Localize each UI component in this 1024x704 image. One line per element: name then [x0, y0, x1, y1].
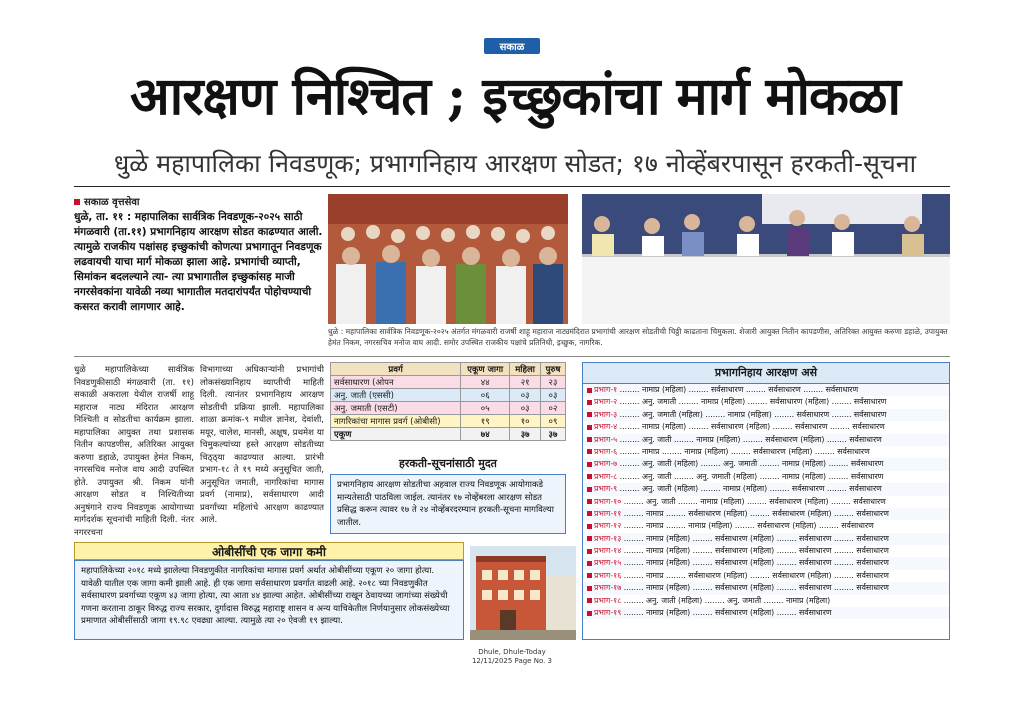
ward-seats: नामाप्र (महिला) ........ सर्वसाधारण (महिला) ........ सर्वसाधारण ........ सर्वसाधारण [646, 558, 889, 568]
bullet-square-icon [587, 536, 592, 541]
ward-seats: नामाप्र (महिला) ........ सर्वसाधारण (महिला) ........ सर्वसाधारण ........ सर्वसाधारण [642, 422, 885, 432]
ward-row: प्रभाग-१३ ........ नामाप्र (महिला) ........ सर्वसाधारण (महिला) ........ सर्वसाधारण ........ सर्वसाधारण [583, 533, 949, 545]
table-total-row [331, 428, 566, 441]
cell-men: ०२ [540, 402, 565, 415]
ward-row: प्रभाग-४ ........ नामाप्र (महिला) ........ सर्वसाधारण (महिला) ........ सर्वसाधारण ........ सर्वसाधारण [583, 421, 949, 433]
objections-box [330, 474, 566, 534]
obc-box [74, 560, 464, 640]
divider [74, 186, 950, 187]
cell-total: १९ [461, 415, 510, 428]
cell-category: एकूण [331, 428, 461, 441]
divider [74, 356, 950, 357]
ward-number: प्रभाग-२ [594, 397, 618, 407]
ward-seats: नामाप्र ........ सर्वसाधारण (महिला) ........ सर्वसाधारण (महिला) ........ सर्वसाधारण [646, 508, 889, 518]
table-header-row [331, 363, 566, 376]
ward-number: प्रभाग-१ [594, 385, 618, 394]
stage-photo [582, 194, 950, 324]
header-total: एकूण जागा [461, 363, 510, 376]
cell-women: २१ [510, 376, 541, 389]
audience-photo [328, 194, 568, 324]
ward-number: प्रभाग-५ [594, 434, 618, 444]
header-men: पुरुष [540, 363, 565, 376]
bullet-square-icon [587, 549, 592, 554]
ward-row: प्रभाग-१५ ........ नामाप्र (महिला) ........ सर्वसाधारण (महिला) ........ सर्वसाधारण ........ सर्वसाधारण [583, 557, 949, 569]
bullet-square-icon [587, 586, 592, 591]
body-column-1: धुळे महापालिकेच्या सार्वत्रिक निवडणुकीसाठी मंगळवारी (ता. ११) सकाळी अकराला येथील राजर्षी शाहू महाराज नाट्य मंदिरात आरक्षण निश्चिती व सोडतीचा कार्यक्रम झाला. महापालिका आयुक्त तथा प्रशासक नितीन कापडणीस, अतिरिक्त आयुक्त करुणा डहाळे, उपायुक्त हेमंत निकम, नगरसचिव मनोज वाघ आदी उपस्थित होते. उपायुक्त श्री. निकम यांनी आरक्षण सोडत व निश्चितीच्या अनुषंगाने राज्य निवडणूक आयोगाच्या मार्गदर्शक सूचनांची माहिती दिली. नंतर नगररचना [74, 365, 194, 538]
ward-row: प्रभाग-५ ........ अनु. जाती ........ नामाप्र (महिला) ........ सर्वसाधारण (महिला) ........ सर्वसाधारण [583, 434, 949, 446]
ward-number: प्रभाग-१७ [594, 583, 622, 593]
cell-women: ०३ [510, 402, 541, 415]
ward-number: प्रभाग-८ [594, 471, 618, 481]
cell-category: नागरिकांचा मागास प्रवर्ग (ओबीसी) [331, 415, 461, 428]
lead-paragraph: धुळे, ता. ११ : महापालिका सार्वत्रिक निवडणूक-२०२५ साठी मंगळवारी (ता.११) प्रभागनिहाय आरक्षण सोडत काढण्यात आली. त्यामुळे राजकीय पक्षांसह इच्छुकांची कोणत्या प्रभागातून निवडणूक लढवायची याचा मार्ग मोकळा झाला आहे. प्रभागांची व्याप्ती, सिमांकन बदलल्याने त्या- त्या प्रभागातील इच्छुकांसह माजी नगरसेवकांना यावेळी नव्या भागातील मतदारांपर्यंत पोहोचण्याची कसरत करावी लागणार आहे. [74, 211, 323, 313]
bullet-square-icon [587, 487, 592, 492]
ward-number: प्रभाग-१० [594, 496, 622, 506]
bullet-square-icon [587, 425, 592, 430]
ward-number: प्रभाग-१६ [594, 570, 622, 580]
cell-category: अनु. जमाती (एसटी) [331, 402, 461, 415]
ward-list [583, 384, 949, 619]
ward-number: प्रभाग-१४ [594, 546, 622, 556]
cell-category: अनु. जाती (एससी) [331, 389, 461, 402]
footer-date-page: 12/11/2025 Page No. 3 [471, 657, 553, 665]
sakal-logo [484, 38, 540, 54]
footer-edition: Dhule, Dhule-Today [478, 648, 546, 656]
bullet-square-icon [587, 524, 592, 529]
reservation-summary-table [330, 362, 566, 441]
bullet-square-icon [587, 598, 592, 603]
obc-box-title: ओबीसींची एक जागा कमी [74, 542, 464, 560]
ward-number: प्रभाग-१८ [594, 595, 622, 605]
ward-number: प्रभाग-७ [594, 459, 618, 469]
cell-women: ३७ [510, 428, 541, 441]
bullet-square-icon [587, 474, 592, 479]
ward-row: प्रभाग-१७ ........ नामाप्र (महिला) ........ सर्वसाधारण (महिला) ........ सर्वसाधारण ........ सर्वसाधारण [583, 582, 949, 594]
ward-seats: अनु. जमाती (महिला) ........ नामाप्र (महिला) ........ सर्वसाधारण ........ सर्वसाधारण [642, 409, 887, 419]
cell-men: ३७ [540, 428, 565, 441]
ward-row: प्रभाग-१० ........ अनु. जाती ........ नामाप्र (महिला) ........ सर्वसाधारण (महिला) ........ सर्वसाधारण [583, 496, 949, 508]
photo-caption: धुळे : महापालिका सार्वत्रिक निवडणूक-२०२५ अंतर्गत मंगळवारी राजर्षी शाहू महाराज नाट्यमंदिरात प्रभागांची आरक्षण सोडतीची चिठ्ठी काढताना चिमुकला. शेजारी आयुक्त नितीन कापडणीस, अतिरिक्त आयुक्त करुणा डहाळे, उपायुक्त हेमंत निकम, नगरसचिव मनोज वाघ आदी. समोर उपस्थित राजकीय पक्षांचे प्रतिनिधी, इच्छुक, नागरिक. [328, 327, 948, 347]
ward-number: प्रभाग-१३ [594, 533, 622, 543]
bullet-square-icon [587, 611, 592, 616]
ward-row: प्रभाग-१९ ........ नामाप्र (महिला) ........ सर्वसाधारण (महिला) ........ सर्वसाधारण [583, 607, 949, 619]
ward-seats: नामाप्र (महिला) ........ सर्वसाधारण ........ सर्वसाधारण ........ सर्वसाधारण [642, 385, 859, 394]
ward-number: प्रभाग-३ [594, 409, 618, 419]
ward-seats: नामाप्र (महिला) ........ सर्वसाधारण (महिला) ........ सर्वसाधारण ........ सर्वसाधारण [646, 533, 889, 543]
table-row [331, 415, 566, 428]
bullet-square-icon [587, 511, 592, 516]
bullet-square-icon [587, 437, 592, 442]
page-footer [440, 648, 584, 666]
ward-seats: अनु. जाती (महिला) ........ अनु. जमाती ........ नामाप्र (महिला) [646, 595, 831, 605]
ward-seats: नामाप्र ........ सर्वसाधारण (महिला) ........ सर्वसाधारण (महिला) ........ सर्वसाधारण [646, 570, 889, 580]
cell-women: १० [510, 415, 541, 428]
headline: आरक्षण निश्चित ; इच्छुकांचा मार्ग मोकळा [130, 66, 900, 127]
building-photo [470, 546, 576, 640]
header-category: प्रवर्ग [331, 363, 461, 376]
ward-row: प्रभाग-११ ........ नामाप्र ........ सर्वसाधारण (महिला) ........ सर्वसाधारण (महिला) ........ सर्वसाधारण [583, 508, 949, 520]
ward-seats: नामाप्र (महिला) ........ सर्वसाधारण (महिला) ........ सर्वसाधारण ........ सर्वसाधारण [646, 546, 889, 556]
ward-number: प्रभाग-११ [594, 508, 622, 518]
ward-number: प्रभाग-९ [594, 484, 618, 494]
ward-number: प्रभाग-१५ [594, 558, 622, 568]
bullet-square-icon [587, 561, 592, 566]
logo-text: सकाळ [499, 42, 525, 53]
ward-seats: अनु. जाती ........ नामाप्र (महिला) ........ सर्वसाधारण (महिला) ........ सर्वसाधारण [642, 434, 882, 444]
objections-title: हरकती-सूचनांसाठी मुदत [399, 457, 497, 470]
ward-row: प्रभाग-२ ........ अनु. जमाती ........ नामाप्र (महिला) ........ सर्वसाधारण (महिला) ........ सर्वसाधारण [583, 396, 949, 408]
bullet-square-icon [587, 573, 592, 578]
ward-row: प्रभाग-१ ........ नामाप्र (महिला) ........ सर्वसाधारण ........ सर्वसाधारण ........ सर्वसाधारण [583, 384, 949, 396]
ward-seats: अनु. जमाती ........ नामाप्र (महिला) ........ सर्वसाधारण (महिला) ........ सर्वसाधारण [642, 397, 887, 407]
ward-seats: नामाप्र ........ नामाप्र (महिला) ........ सर्वसाधारण (महिला) ........ सर्वसाधारण [646, 521, 874, 531]
cell-total: ४४ [461, 376, 510, 389]
ward-row: प्रभाग-७ ........ अनु. जाती (महिला) ........ अनु. जमाती ........ नामाप्र (महिला) ........ सर्वसाधारण [583, 458, 949, 470]
byline: सकाळ वृत्तसेवा [74, 194, 140, 208]
cell-men: ०९ [540, 415, 565, 428]
ward-row: प्रभाग-३ ........ अनु. जमाती (महिला) ........ नामाप्र (महिला) ........ सर्वसाधारण ........ सर्वसाधारण [583, 409, 949, 421]
header-women: महिला [510, 363, 541, 376]
ward-row: प्रभाग-१४ ........ नामाप्र (महिला) ........ सर्वसाधारण (महिला) ........ सर्वसाधारण ........ सर्वसाधारण [583, 545, 949, 557]
bullet-square-icon [587, 499, 592, 504]
body-column-2: विभागाच्या अधिकाऱ्यांनी प्रभागांची लोकसंख्यानिहाय व्याप्तीची माहिती दिली. त्यानंतर प्रभागनिहाय आरक्षण सोडतीची प्रक्रिया झाली. महापालिका शाळा क्रमांक-९ मधील ज्ञानेश, देवांशी, मयूर, चालेश, मानसी, अक्षूष, प्रथमेश या चिमुकल्यांच्या हस्ते आरक्षण सोडतीच्या चिठ्ठ्या काढण्यात आल्या. प्रारंभी प्रभाग-१८ ते १९ मध्ये अनुसूचित जाती, अनुसूचित जमाती, नागरिकांचा मागास प्रवर्ग (नामाप्र), सर्वसाधारण आदी प्रवर्गांच्या महिलांचे आरक्षण काढण्यात आले. [200, 365, 324, 525]
ward-reservation-box [582, 362, 950, 640]
cell-total: ०५ [461, 402, 510, 415]
ward-number: प्रभाग-६ [594, 446, 618, 456]
table-row [331, 402, 566, 415]
bullet-square-icon [587, 462, 592, 467]
bullet-square-icon [587, 449, 592, 454]
ward-row: प्रभाग-८ ........ अनु. जाती ........ अनु. जमाती (महिला) ........ नामाप्र (महिला) ........ सर्वसाधारण [583, 471, 949, 483]
ward-number: प्रभाग-१२ [594, 521, 622, 531]
ward-seats: नामाप्र (महिला) ........ सर्वसाधारण (महिला) ........ सर्वसाधारण ........ सर्वसाधारण [646, 583, 889, 593]
cell-women: ०३ [510, 389, 541, 402]
ward-row: प्रभाग-१६ ........ नामाप्र ........ सर्वसाधारण (महिला) ........ सर्वसाधारण (महिला) ........ सर्वसाधारण [583, 570, 949, 582]
cell-men: २३ [540, 376, 565, 389]
ward-row: प्रभाग-६ ........ नामाप्र ........ नामाप्र (महिला) ........ सर्वसाधारण (महिला) ........ सर्वसाधारण [583, 446, 949, 458]
ward-seats: अनु. जाती ........ अनु. जमाती (महिला) ........ नामाप्र (महिला) ........ सर्वसाधारण [642, 471, 884, 481]
bullet-square-icon [587, 412, 592, 417]
ward-seats: नामाप्र ........ नामाप्र (महिला) ........ सर्वसाधारण (महिला) ........ सर्वसाधारण [642, 446, 870, 456]
bullet-square-icon [587, 388, 592, 393]
ward-row: प्रभाग-१२ ........ नामाप्र ........ नामाप्र (महिला) ........ सर्वसाधारण (महिला) ........ सर्वसाधारण [583, 520, 949, 532]
ward-seats: नामाप्र (महिला) ........ सर्वसाधारण (महिला) ........ सर्वसाधारण [646, 608, 832, 618]
objections-text: प्रभागनिहाय आरक्षण सोडतीचा अहवाल राज्य निवडणूक आयोगाकडे मान्यतेसाठी पाठविला जाईल. त्यानंतर १७ नोव्हेंबरला आरक्षण सोडत प्रसिद्ध करून त्यावर १७ ते २४ नोव्हेंबरदरम्यान हरकती-सूचना मागविल्या जातील. [337, 480, 554, 528]
bullet-square-icon [587, 400, 592, 405]
table-row [331, 376, 566, 389]
table-row [331, 389, 566, 402]
subhead: धुळे महापालिका निवडणूक; प्रभागनिहाय आरक्षण सोडत; १७ नोव्हेंबरपासून हरकती-सूचना [113, 149, 917, 178]
ward-number: प्रभाग-४ [594, 422, 618, 432]
ward-row: प्रभाग-१८ ........ अनु. जाती (महिला) ........ अनु. जमाती ........ नामाप्र (महिला) [583, 595, 949, 607]
cell-category: सर्वसाधारण (ओपन [331, 376, 461, 389]
cell-total: ०६ [461, 389, 510, 402]
obc-text: महापालिकेच्या २०१८ मध्ये झालेल्या निवडणुकीत नागरिकांचा मागास प्रवर्ग अर्थात ओबीसींच्या एकूण २० जागा होत्या. यावेळी यातील एक जागा कमी झाली आहे. ही एक जागा सर्वसाधारण प्रवर्गात वाढली आहे. २०१८ च्या निवडणुकीत सर्वसाधारण प्रवर्गाच्या एकूण ४३ जागा होत्या, त्या आता ४४ झाल्या आहेत. ओबीसींच्या राखून ठेवायच्या जागांच्या संख्येची गणना करताना ठाकूर विरुद्ध राज्य सरकार, दुर्गादास विरुद्ध महाराष्ट्र शासन व अन्य याचिकेतील निर्णयानुसार लोकसंख्येच्या प्रमाणात ओबीसींसाठी जागा १९.९८ एवढ्या आल्या. त्यामुळे त्या २० ऐवजी १९ झाल्या. [81, 566, 450, 626]
ward-row: प्रभाग-९ ........ अनु. जाती (महिला) ........ नामाप्र (महिला) ........ सर्वसाधारण ........ सर्वसाधारण [583, 483, 949, 495]
ward-reservation-title: प्रभागनिहाय आरक्षण असे [583, 363, 949, 384]
ward-seats: अनु. जाती (महिला) ........ अनु. जमाती ........ नामाप्र (महिला) ........ सर्वसाधारण [642, 459, 884, 469]
cell-men: ०३ [540, 389, 565, 402]
cell-total: ७४ [461, 428, 510, 441]
ward-number: प्रभाग-१९ [594, 608, 622, 618]
ward-seats: अनु. जाती ........ नामाप्र (महिला) ........ सर्वसाधारण (महिला) ........ सर्वसाधारण [646, 496, 886, 506]
ward-seats: अनु. जाती (महिला) ........ नामाप्र (महिला) ........ सर्वसाधारण ........ सर्वसाधारण [642, 484, 882, 494]
